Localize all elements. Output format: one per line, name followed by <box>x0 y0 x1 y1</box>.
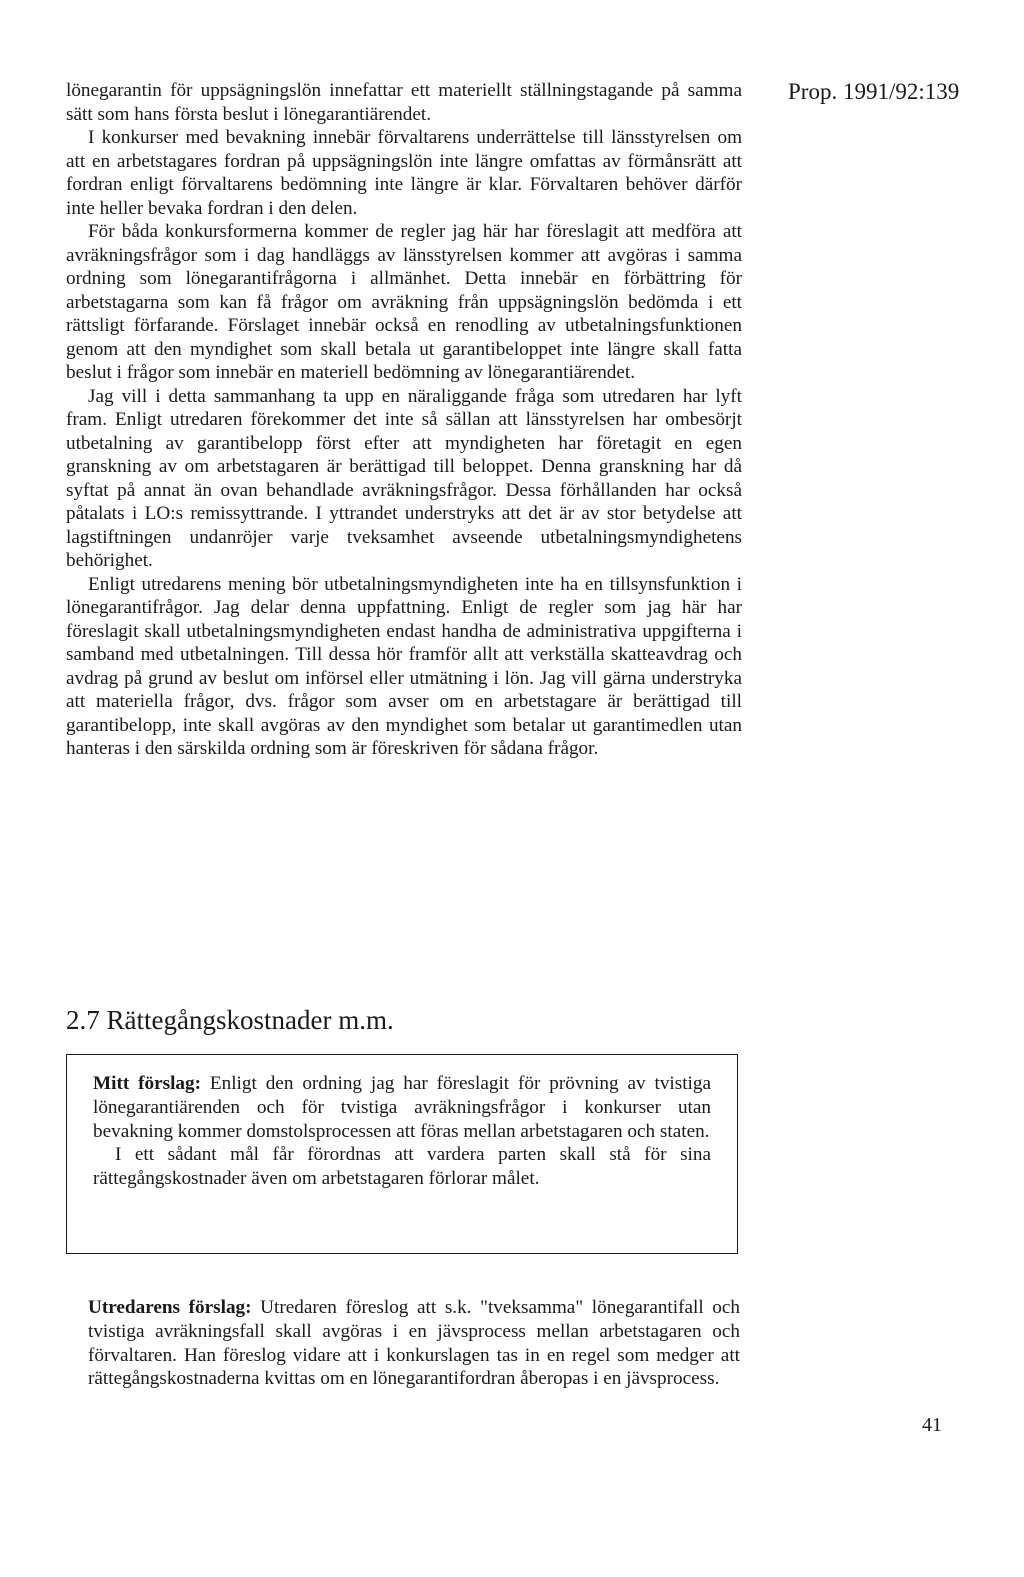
body-text <box>66 79 742 761</box>
paragraph: Enligt utredarens mening bör utbetalningsmyndigheten inte ha en tillsynsfunktion i lönegarantifrågor. Jag delar denna uppfattning. Enligt de regler som jag här har föreslagit skall utbetalningsmyndigheten endast handha de administrativa uppgifterna i samband med utbetalningen. Till dessa hör framför allt att verkställa skatteavdrag och avdrag på grund av beslut om införsel eller utmätning i lön. Jag vill gärna understryka att materiella frågor, dvs. frågor som avser om en arbetstagare är berättigad till garantibelopp, inte skall avgöras av den myndighet som betalar ut garantimedlen utan hanteras i den särskilda ordning som är föreskriven för sådana frågor. <box>66 573 742 759</box>
inquiry-proposal <box>88 1296 740 1391</box>
inquiry-text: Utredaren föreslog att s.k. "tveksamma" lönegarantifall och tvistiga avräkningsfall skall avgöras i en jävsprocess mellan arbetstagaren och förvaltaren. Han föreslog vidare att i konkurslagen tas in en regel som medger att rättegångskostnaderna kvittas om en lönegarantifordran åberopas i en jävsprocess. <box>88 1297 740 1390</box>
running-head: Prop. 1991/92:139 <box>788 79 960 104</box>
proposal-box-text <box>93 1072 711 1191</box>
paragraph: Jag vill i detta sammanhang ta upp en näraliggande fråga som utredaren har lyft fram. Enligt utredaren förekommer det inte så sällan att länsstyrelsen har ombesörjt utbetalning av garantibelopp först efter att myndigheten har företagit en egen granskning av om arbetstagaren är berättigad till beloppet. Denna granskning har då syftat på annat än ovan behandlade avräkningsfrågor. Dessa förhållanden har också påtalats i LO:s remissyttrande. I yttrandet understryks att det är av stor betydelse att lagstiftningen undanröjer varje tveksamhet avseende utbetalningsmyndighetens behörighet. <box>66 385 742 571</box>
inquiry-lead: Utredarens förslag: <box>88 1297 252 1318</box>
page-number: 41 <box>922 1414 942 1436</box>
proposal-paragraph: I ett sådant mål får förordnas att vardera parten skall stå för sina rättegångskostnader även om arbetstagaren förlorar målet. <box>93 1144 711 1190</box>
section-heading: 2.7 Rättegångskostnader m.m. <box>66 1005 394 1035</box>
proposal-paragraph <box>93 1072 711 1143</box>
paragraph: I konkurser med bevakning innebär förvaltarens underrättelse till länsstyrelsen om att en arbetstagares fordran på uppsägningslön inte längre omfattas av förmånsrätt att fordran enligt förvaltarens bedömning inte längre är klar. Förvaltaren behöver därför inte heller bevaka fordran i den delen. <box>66 127 742 219</box>
inquiry-paragraph <box>88 1296 740 1391</box>
paragraph: För båda konkursformerna kommer de regler jag här har föreslagit att medföra att avräkningsfrågor som i dag handläggs av länsstyrelsen kommer att avgöras i samma ordning som lönegarantifrågorna i allmänhet. Detta innebär en förbättring för arbetstagarna som kan få frågor om avräkning från uppsägningslön bedömda i ett rättsligt förfarande. Förslaget innebär också en renodling av utbetalningsfunktionen genom att den myndighet som skall betala ut garantibeloppet inte längre skall fatta beslut i frågor som innebär en materiell bedömning av lönegarantiärendet. <box>66 221 742 383</box>
proposal-text: Enligt den ordning jag har föreslagit för prövning av tvistiga lönegarantiärenden och för tvistiga avräkningsfrågor i konkurser utan bevakning kommer domstolsprocessen att föras mellan arbetstagaren och staten. <box>93 1073 711 1142</box>
paragraph-continuation: lönegarantin för uppsägningslön innefattar ett materiellt ställningstagande på samma sätt som hans första beslut i lönegarantiärendet. <box>66 80 742 125</box>
proposal-lead: Mitt förslag: <box>93 1073 201 1094</box>
proposal-box <box>66 1054 738 1254</box>
